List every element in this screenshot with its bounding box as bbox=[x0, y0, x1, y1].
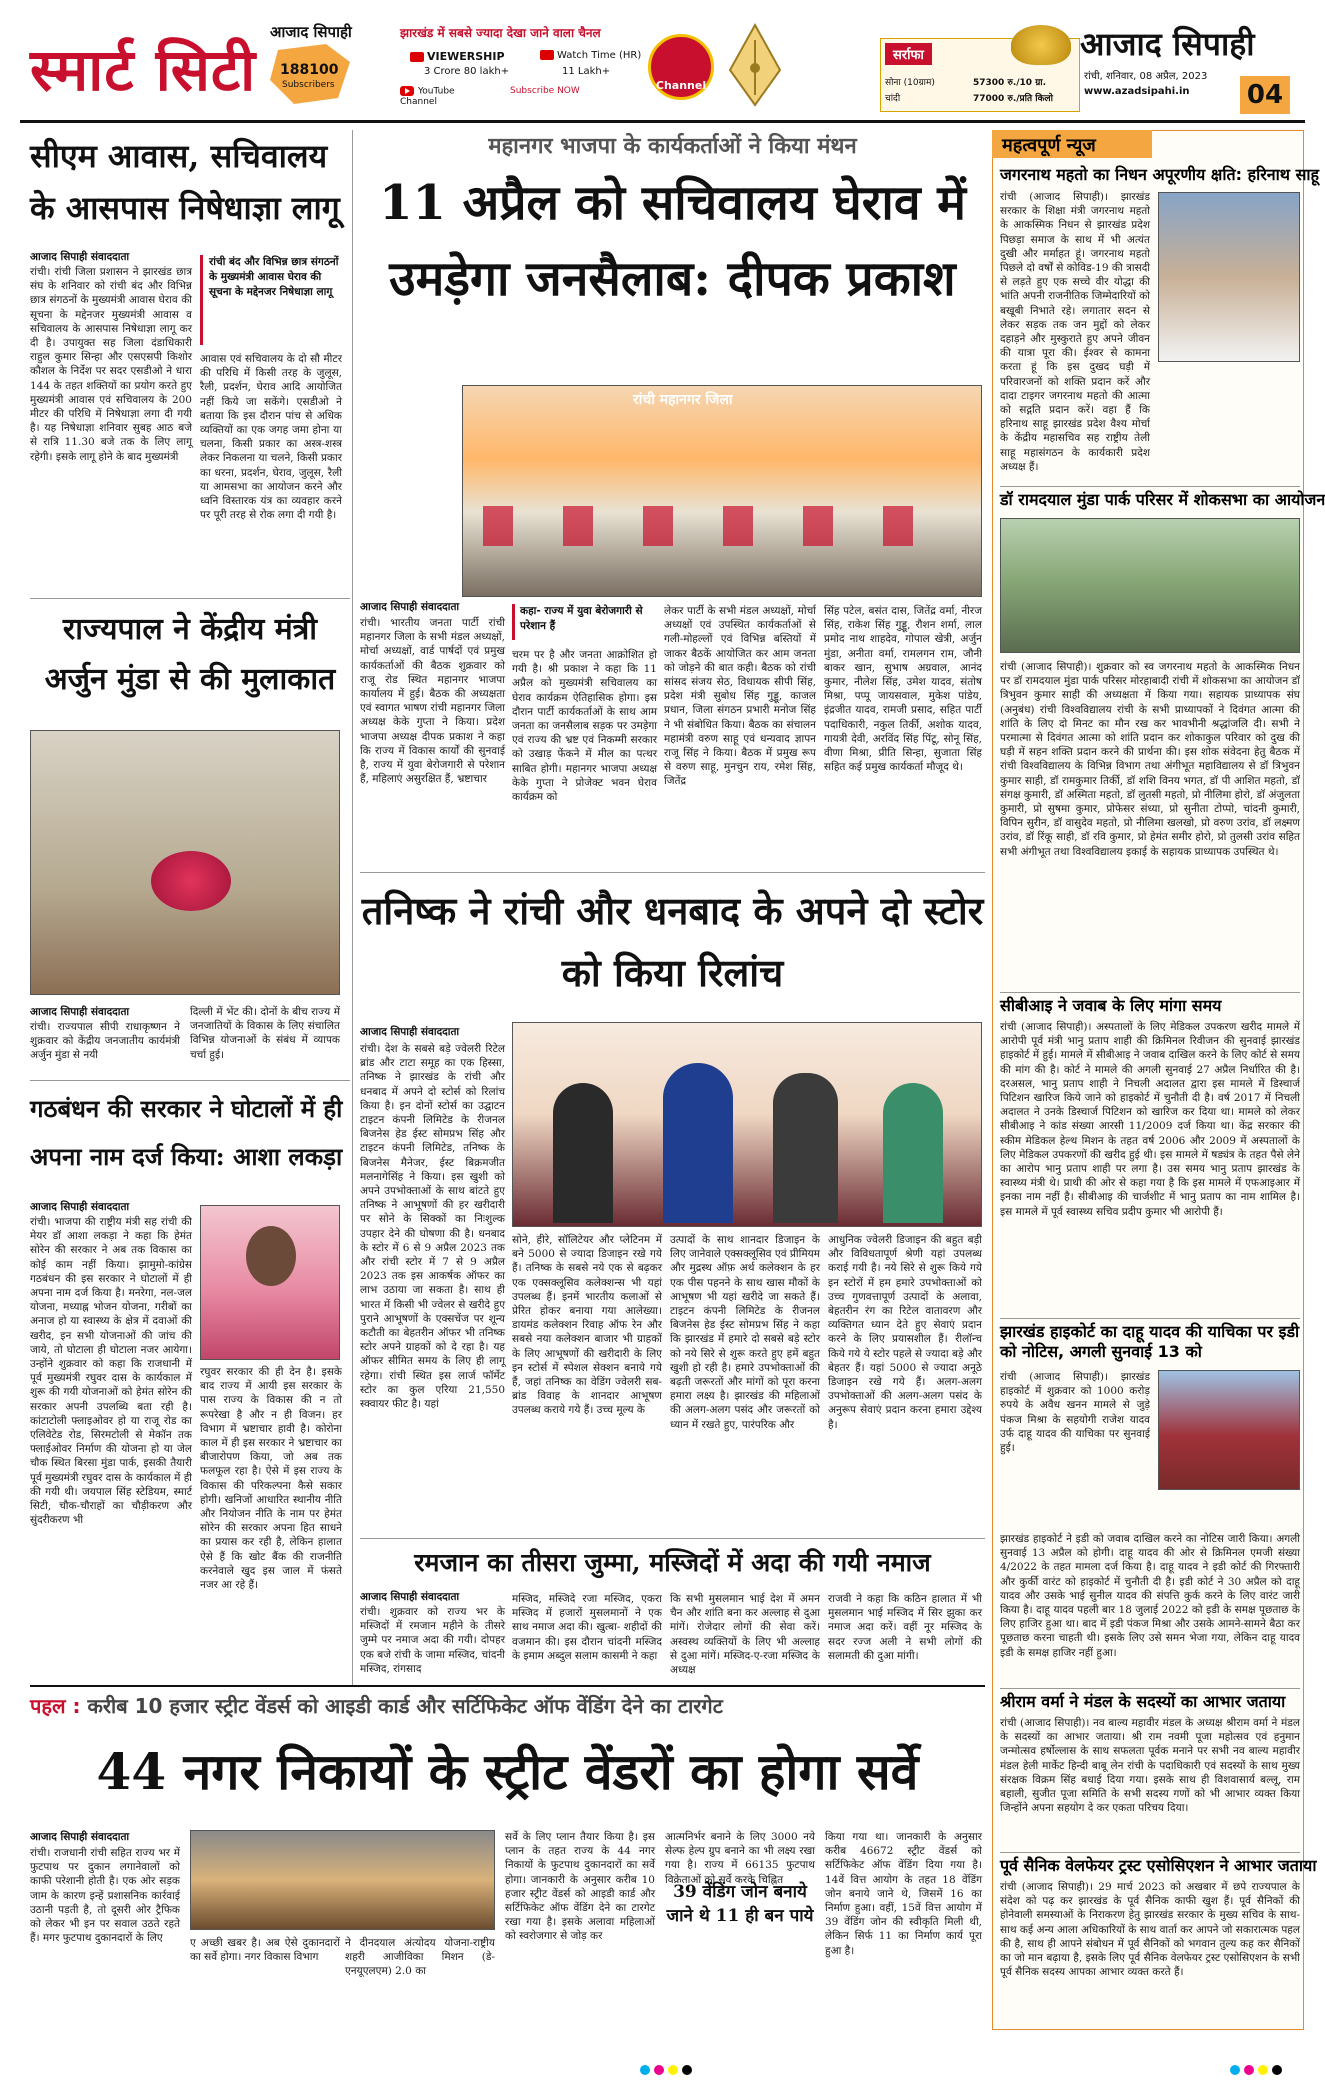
story-headline: सीएम आवास, सचिवालय के आसपास निषेधाज्ञा लागू bbox=[30, 137, 340, 227]
section-masthead: स्मार्ट सिटी bbox=[30, 36, 257, 104]
story-headline: तनिष्क ने रांची और धनबाद के अपने दो स्टोर को किया रिलांच bbox=[361, 888, 984, 995]
lead-headline: 11 अप्रैल को सचिवालय घेराव में उमड़ेगा जनसैलाब: दीपक प्रकाश bbox=[379, 175, 966, 307]
sidebar-item-text: रांची (आजाद सिपाही)। झारखंड सरकार के शिक्षा मंत्री जगरनाथ महतो के आकस्मिक निधन से झारखंड प्रदेश पिछड़ा समाज के साथ में भी अत्यंत दुखी और मर्माहत हूं। जगरनाथ महतो पिछले दो वर्षों से कोविड-19 की त्रासदी से लड़ते हुए एक सच्चे वीर योद्धा की भांति अपनी राजनीतिक जिम्मेदारियों को बखूबी निभाते रहे। लगातार सदन से लेकर सड़क तक जन मुद्दों को लेकर दहाड़ने और मुस्कुराते हुए अपने जीवन की यात्रा पूरा की। ईश्वर से कामना करता हूं कि इस दुखद घड़ी में परिवारजनों को शक्ति प्रदान करें और दादा टाइगर जगरनाथ महतो की आत्मा को सद्गति प्रदान करें। वहा हैं कि हरिनाथ साहू झारखंड प्रदेश वैश्य मोर्चा के केंद्रीय महासचिव सह राष्ट्रीय तेली साहू महासंगठन के कार्यकारी प्रदेश अध्यक्ष हैं। bbox=[1000, 191, 1150, 473]
story-body: दिल्ली में भेंट की। दोनों के बीच राज्य में जनजातियों के विकास के लिए संचालित विभिन्न योजनाओं के संबंध में व्यापक चर्चा हुई। bbox=[190, 1006, 340, 1061]
story-body: रांची। राज्यपाल सीपी राधाकृष्णन ने शुक्रवार को केंद्रीय जनजातीय कार्यमंत्री अर्जुन मुंडा से नयी bbox=[30, 1021, 180, 1062]
story-byline: आजाद सिपाही संवाददाता bbox=[360, 1591, 460, 1603]
story-byline: आजाद सिपाही संवाददाता bbox=[30, 1006, 130, 1018]
color-dot-icon bbox=[1230, 2065, 1240, 2075]
column-rule bbox=[352, 130, 353, 1685]
story-headline: गठबंधन की सरकार ने घोटालों में ही अपना नाम दर्ज किया: आशा लकड़ा bbox=[30, 1094, 343, 1171]
photo-caption: ने दीनदयाल अंत्योदय योजना-राष्ट्रीय शहरी आजीविका मिशन (डे-एनयूएलएम) 2.0 का bbox=[345, 1937, 495, 1978]
sidebar-item-text: रांची (आजाद सिपाही)। नव बाल्य महावीर मंडल के अध्यक्ष श्रीराम वर्मा ने मंडल के सदस्यों का आभार जताया। श्री राम नवमी पूजा महोत्सव एवं हनुमान जन्मोत्सव हर्षोल्लास के साथ सफलता पूर्वक मनाने पर सभी नव बाल्य महावीर मंडल हेली मार्केट हिन्दी बाबू लेन रांची के पदाधिकारी एवं सदस्यों के साथ मुख्य संरक्षक विक्रम सिंह बधाई दिया गया। इसके साथ ही विशवासार्य बल्लू, राम बहाली, सुजीत पूजा समिति के सभी सदस्य गणों को भी आभार व्यक्त किया जिन्होंने अपना सहयोग दे कर एकता परिचय दिया। bbox=[1000, 1717, 1300, 1815]
high-court-photo bbox=[1158, 1370, 1300, 1490]
bullet-icon bbox=[540, 50, 554, 60]
subscribe-label: Subscribe NOW bbox=[510, 86, 580, 96]
gold-row-label: सोना (10ग्राम) bbox=[885, 78, 935, 88]
story-body: रांची। देश के सबसे बड़े ज्वेलरी रिटेल ब्रांड और टाटा समूह का एक हिस्सा, तनिष्क ने झारखंड के रांची और धनबाद में अपने दो स्टोर्स को रिलांच किया है। इन दोनों स्टोर्स का उद्घाटन टाइटन कंपनी लिमिटेड के रीजनल बिजनेस हेड ईस्ट सोमप्रभ सिंह और टाइटन कंपनी लिमिटेड, तनिष्क के बिजनेस मैनेजर, ईस्ट बिक्रमजीत मलनागेसिंह ने किया। इस खुशी को अपने उपभोक्ताओं के साथ बांटते हुए तनिष्क ने आभूषणों की हर खरीदारी पर सोने के सिक्कों का निःशुल्क उपहार देने की घोषणा की है। धनबाद के स्टोर में 6 से 9 अप्रैल 2023 तक और रांची स्टोर में 7 से 9 अप्रैल 2023 तक इस आकर्षक ऑफर का लाभ उठाया जा सकता है। साथ ही भारत में किसी भी ज्वेलर से खरीदे हुए पुराने आभूषणों के एक्सचेंज पर शून्य कटौती का बेहतरीन ऑफर भी तनिष्क स्टोर अपने ग्राहकों को दे रहा है। यह ऑफर सीमित समय के लिए ही लागू रहेगा। रांची स्थित इस लार्ज फॉर्मेट स्टोर का कुल एरिया 21,550 स्क्वायर फीट है। यहां bbox=[360, 1043, 505, 1411]
divider bbox=[30, 1685, 985, 1687]
color-dot-icon bbox=[1244, 2065, 1254, 2075]
story-byline: आजाद सिपाही संवाददाता bbox=[360, 1026, 460, 1038]
page-number: 04 bbox=[1240, 76, 1290, 114]
kicker-prefix: पहल bbox=[30, 1694, 66, 1718]
sidebar-item-text: झारखंड हाइकोर्ट ने इडी को जवाब दाखिल करने का नोटिस जारी किया। अगली सुनवाई 13 अप्रैल को होगी। दाहू यादव की ओर से क्रिमिनल एमजी संख्या 4/2022 के तहत मामला दर्ज किया है। दाहू यादव ने इडी कोर्ट की गिरफ्तारी और कुर्की वारंट को हाइकोर्ट में चुनौती दी है। इडी कोर्ट ने 30 अप्रैल को दाहू यादव और उसके भाई सुनील यादव की संपत्ति कुर्क करने के लिए वारंट जारी किया है। दाहू यादव पहली बार 18 जुलाई 2022 को इडी के समक्ष पूछताछ के लिए हाजिर हुआ था। बाद में इडी पंकज मिश्रा और उसके आमने-सामने बैठा कर पूछताछ करना चाहती थी। इसके लिए उसे समन भेजा गया, लेकिन दाहू यादव इडी के समक्ष हाजिर नहीं हुआ। bbox=[1000, 1533, 1300, 1659]
sidebar-tag: महत्वपूर्ण न्यूज bbox=[992, 130, 1152, 158]
story-byline: आजाद सिपाही संवाददाता bbox=[30, 251, 130, 263]
person-figure bbox=[883, 1083, 943, 1223]
newspaper-logo bbox=[1080, 22, 1300, 122]
story-byline: आजाद सिपाही संवाददाता bbox=[30, 1831, 130, 1843]
divider bbox=[1000, 486, 1300, 487]
bullet-icon bbox=[410, 52, 424, 62]
divider bbox=[1000, 1852, 1300, 1853]
brand-name: आजाद सिपाही bbox=[270, 23, 352, 41]
story-headline: 44 नगर निकायों के स्ट्रीट वेंडरों का होगा सर्वे bbox=[96, 1742, 919, 1801]
portrait-head bbox=[246, 1226, 296, 1286]
bullion-title: सर्राफा bbox=[885, 43, 932, 65]
story-headline: रमजान का तीसरा जुम्मा, मस्जिदों में अदा की गयी नमाज bbox=[414, 1548, 931, 1577]
story-body: रघुवर सरकार की ही देन है। इसके बाद राज्य में आयी इस सरकार के पास राज्य के विकास की न तो रूपरेखा है और न ही विजन। हर विभाग में भ्रष्टाचार हावी है। कोरोना काल में ही इस सरकार ने भ्रष्टाचार का बीजारोपण किया, जो अब तक फलफूल रहा है। ऐसे में इस राज्य के विकास की परिकल्पना कैसे सकार होगी। खनिजाें आधारित स्थानीय नीति और नियोजन नीति के नाम पर हेमंत सोरेन की सरकार अपना हित साधने का प्रयास कर रही है, लेकिन हालात ऐसे हैं कि खोट बैंक की राजनीति करनेवाले खुद इस जाल में फंसते नजर आ रहे हैं। bbox=[200, 1366, 342, 1592]
divider bbox=[1000, 992, 1300, 993]
story-body: रांची। भारतीय जनता पार्टी रांची महानगर जिला के सभी मंडल अध्यक्षों, मोर्चा अध्यक्षों, वार्ड पार्षदों एवं प्रमुख कार्यकर्ताओं की बैठक शुक्रवार को राजू रोड स्थित महानगर भाजपा कार्यालय में हुई। बैठक की अध्यक्षता एवं स्वागत भाषण रांची महानगर जिला अध्यक्ष केके गुप्ता ने किया। प्रदेश भाजपा अध्यक्ष दीपक प्रकाश ने कहा कि राज्य में विकास कार्यों की सुनवाई है, राज्य में युवा बेरोजगारी से परेशान हैं, महिलाएं असुरक्षित हैं, भ्रष्टाचार bbox=[360, 617, 505, 786]
divider bbox=[30, 1080, 350, 1081]
gold-row-value: 57300 रु./10 ग्रा. bbox=[973, 78, 1047, 88]
pen-nib-icon bbox=[720, 20, 790, 110]
story-body: रांची। शुक्रवार को राज्य भर के मस्जिदों में रमजान महीने के तीसरे जुम्मे पर नमाज अदा की गयी। दोपहर एक बजे रांची के जामा मस्जिद, चांदनी मस्जिद, रांगसाद bbox=[360, 1606, 505, 1675]
street-vendor-photo bbox=[190, 1830, 495, 1930]
sidebar-item-text: रांची (आजाद सिपाही)। 29 मार्च 2023 को अखबार में छपे राज्यपाल के संदेश को पढ़ कर झारखंड के पूर्व सैनिक काफी खुश हैं। पूर्व सैनिकों की होनेवाली समस्याओं के निराकरण हेतु झारखंड सरकार के मुख्य सचिव के साथ-साथ कई अन्य आला अधिकारियों के साथ वार्ता कर आपने जो सकारात्मक पहल की है, साथ ही आपने संबोधन में पूर्व सैनिकों को भगवान तुल्य कह कर सैनिकों का जो मान बढ़ाया है, इसके लिए पूर्व सैनिक वेलफेयर ट्रस्ट एसोसिएशन के सभी पूर्व सैनिक सदस्य आपका आभार व्यक्त करते हैं। bbox=[1000, 1881, 1300, 1979]
bullion-rates-box bbox=[880, 38, 1080, 112]
brand-badge bbox=[270, 22, 400, 108]
viewership-value: 3 Crore 80 lakh+ bbox=[424, 66, 510, 77]
tanishq-launch-photo bbox=[512, 1022, 982, 1227]
story-kicker: महानगर भाजपा के कार्यकर्ताओं ने किया मंथन bbox=[488, 134, 857, 159]
watch-time-label: Watch Time (HR) bbox=[557, 50, 642, 61]
subscribers-label: Subscribers bbox=[282, 80, 335, 90]
story-body: लेकर पार्टी के सभी मंडल अध्यक्षों, मोर्चा अध्यक्षों एवं उपस्थित कार्यकर्ताओं से गली-मोहल्लों एवं विभिन्न बस्तियों में जाकर बैठकें आयोजित कर आम जनता को जोड़ने की बात कही। बैठक को रांची सांसद संजय सेठ, विधायक सीपी सिंह, प्रदेश मंत्री सुबोध सिंह गुड्डू, काजल प्रधान, जिला संगठन प्रभारी मनोज सिंह ने भी संबोधित किया। बैठक का संचालन महामंत्री वरुण साहू एवं धन्यवाद ज्ञापन राजू सिंह ने किया। बैठक में प्रमुख रूप से वरुण साहू, मुनचुन राय, रमेश सिंह, जितेंद्र bbox=[664, 605, 816, 788]
story-body: रांची। रांची जिला प्रशासन ने झारखंड छात्र संघ के शनिवार को रांची बंद और विभिन्न छात्र संगठनों के मुख्यमंत्री आवास घेराव की सूचना के मद्देनजर मुख्यमंत्री आवास व सचिवालय के आसपास निषेधाज्ञा लागू कर दी है। उपायुक्त सह जिला दंडाधिकारी राहुल कुमार सिन्हा और एसएसपी किशोर कौशल के निर्देश पर सदर एसडीओ ने धारा 144 के तहत शक्तियों का प्रयोग करते हुए मुख्यमंत्री आवास एवं सचिवालय के 200 मीटर की परिधि में निषेधाज्ञा लगा दी गयी है। यह निषेधाज्ञा शनिवार सुबह आठ बजे से रात्रि 11.30 बजे तक के लिए लागू रहेगी। इसके लागू होने के बाद मुख्यमंत्री bbox=[30, 266, 192, 463]
story-body: मस्जिद, मस्जिदे रजा मस्जिद, एकरा मस्जिद में हजारों मुसलमानों ने एक साथ नमाज अदा की। खुत्बा- शहीदों की वजमान की। इस दौरान चांदनी मस्जिद के इमाम अब्दुल सलाम कासमी ने कहा bbox=[512, 1593, 662, 1662]
watch-time-value: 11 Lakh+ bbox=[562, 66, 611, 77]
sidebar-item-title: सीबीआइ ने जवाब के लिए मांगा समय bbox=[1000, 996, 1222, 1015]
group-stripes bbox=[483, 506, 963, 546]
divider bbox=[360, 1538, 985, 1539]
harinath-sahu-photo bbox=[1158, 192, 1300, 362]
story-body: रांची। भाजपा की राष्ट्रीय मंत्री सह रांची की मेयर डॉ आशा लकड़ा ने कहा कि हेमंत सोरेन की सरकार ने अब तक विकास का कोई काम नहीं किया। झामुमो-कांग्रेस गठबंधन की इस सरकार ने घोटालों में ही अपना नाम दर्ज किया है। मनरेगा, नल-जल योजना, मध्याह्न भोजन योजना, गरीबों का अनाज हो या स्वास्थ्य के क्षेत्र में दवाओं की खरीद, इन सभी योजनाओं की जांच की जाये, तो घोटाला ही घोटाला नजर आयेगा। उन्होंने शुक्रवार को कहा कि राजधानी में पूर्व मुख्यमंत्री रघुवर दास के कार्यकाल में शुरू की गयी योजनाओं को हेमंत सोरेन की सरकार अपनी उपलब्धि बता रही है। कांटाटोली फ्लाइओवर हो या राजू रोड का एलिवेटेड रोड, सिरमटोली से मेकॉन तक फ्लाईओवर निर्माण की योजना हो या जेल चौक स्थित बिरसा मुंडा पार्क, इसकी तैयारी पूर्व मुख्यमंत्री रघुवर दास के कार्यकाल में ही की गयी थी। जयपाल सिंह स्टेडियम, स्मार्ट सिटी, चौक-चौराहों का चौड़ीकरण और सुंदरीकरण भी bbox=[30, 1216, 192, 1527]
story-body: सिंह पटेल, बसंत दास, जितेंद्र वर्मा, नीरज सिंह, राकेश सिंह गुड्डू, रौशन शर्मा, लाल प्रमोद नाथ शाहदेव, गोपाल खेत्री, अर्जुन मुंडा, अनीता वर्मा, रामलगन राम, जौनी बाकर खान, सुभाष अग्रवाल, आनंद कुमार, नीलेश सिंह, उमेश यादव, संतोष मिश्रा, पप्पू जायसवाल, मुकेश पांडेय, इंद्रजीत यादव, रामजी प्रसाद, सहित पार्टी पदाधिकारी, नकुल तिर्की, अशोक यादव, गायत्री देवी, अरविंद सिंह पिंटू, सोनू सिंह, वीणा मिश्रा, प्रीति सिन्हा, सुजाता सिंह सहित कई प्रमुख कार्यकर्ता मौजूद थे। bbox=[824, 605, 982, 774]
story-body: आवास एवं सचिवालय के दो सौ मीटर की परिधि में किसी तरह के जुलूस, रैली, प्रदर्शन, घेराव आदि आयोजित नहीं किये जा सकेंगे। एसडीओ ने बताया कि इस दौरान पांच से अधिक व्यक्तियों का एक जगह जमा होना या चलना, किसी प्रकार का अस्त्र-शस्त्र लेकर निकलना या चलने, किसी प्रकार का धरना, प्रदर्शन, घेराव, जुलूस, रैली या आमसभा का आयोजन करने और ध्वनि विस्तारक यंत्र का व्यवहार करने पर पूरी तरह से रोक लगा दी गयी है। bbox=[200, 353, 342, 522]
story-headline: राज्यपाल ने केंद्रीय मंत्री अर्जुन मुंडा से की मुलाकात bbox=[44, 612, 336, 697]
tv-headline: झारखंड में सबसे ज्यादा देखा जाने वाला चैनल bbox=[400, 26, 601, 40]
story-body: सर्वे के लिए प्लान तैयार किया है। इस प्लान के तहत राज्य के 44 नगर निकायों के फुटपाथ दुकानदारों का सर्वे होगा। जानकारी के अनुसार करीब 10 हजार स्ट्रीट वेंडर्स को आइडी कार्ड और सर्टिफिकेट ऑफ वेंडिंग देने का टारगेट रखा गया है। इसके अलावा महिलाओं को स्वरोजगार से जोड़ कर bbox=[505, 1831, 655, 1943]
color-dot-icon bbox=[668, 2065, 678, 2075]
youtube-label: YouTube Channel bbox=[400, 86, 455, 107]
story-body: चरम पर है और जनता आक्रोशित हो गयी है। श्री प्रकाश ने कहा कि 11 अप्रैल को मुख्यमंत्री सचिवालय का घेराव कार्यक्रम ऐतिहासिक होगा। इस दौरान पार्टी कार्यकर्ताओं के साथ आम जनता का जनसैलाब सड़क पर उमड़ेगा एवं राज्य की भ्रष्ट एवं निकम्मी सरकार को उखाड़ फेंकने में मील का पत्थर साबित होगी। महानगर भाजपा अध्यक्ष केके गुप्ता ने प्रोजेक्ट भवन घेराव कार्यक्रम को bbox=[512, 649, 657, 804]
sidebar-item-title: डॉ रामदयाल मुंडा पार्क परिसर में शोकसभा का आयोजन bbox=[1000, 490, 1325, 509]
bjp-meeting-photo bbox=[462, 385, 982, 597]
registration-marks bbox=[1230, 2060, 1286, 2079]
color-dot-icon bbox=[1258, 2065, 1268, 2075]
photo-caption: ए अच्छी खबर है। अब ऐसे दुकानदारों का सर्वे होगा। नगर विकास विभाग bbox=[190, 1937, 340, 1964]
condolence-meeting-photo bbox=[1000, 518, 1300, 653]
subscribers-count: 188100 bbox=[280, 62, 339, 78]
color-dot-icon bbox=[682, 2065, 692, 2075]
silver-row-value: 77000 रु./प्रति किलो bbox=[973, 94, 1053, 104]
silver-row-label: चांदी bbox=[885, 94, 901, 104]
tv-stats-panel bbox=[400, 24, 720, 116]
sidebar-item-title: जगरनाथ महतो का निधन अपूरणीय क्षति: हरिनाथ साहू bbox=[1000, 165, 1320, 184]
story-byline: आजाद सिपाही संवाददाता bbox=[360, 601, 460, 613]
sidebar-item-title: पूर्व सैनिक वेलफेयर ट्रस्ट एसोसिएशन ने आभार जताया bbox=[1000, 1856, 1317, 1875]
color-dot-icon bbox=[654, 2065, 664, 2075]
bouquet-image bbox=[151, 851, 231, 911]
gold-pot-icon bbox=[1011, 25, 1071, 65]
dateline: रांची, शनिवार, 08 अप्रैल, 2023 bbox=[1084, 71, 1208, 82]
color-dot-icon bbox=[1272, 2065, 1282, 2075]
youtube-icon bbox=[400, 86, 414, 96]
story-body: आत्मनिर्भर बनाने के लिए 3000 नये सेल्फ हेल्प ग्रुप बनाने का भी लक्ष्य रखा गया है। राज्य में 66135 फुटपाथ विक्रेताओं को सर्वे करके चिह्नित bbox=[665, 1831, 815, 1886]
pull-quote: कहा- राज्य में युवा बेरोजगारी से परेशान हैं bbox=[512, 604, 652, 640]
story-body: सोने, हीरे, सॉलिटेयर और प्लेटिनम में बने 5000 से ज्यादा डिजाइन रखे गये हैं। तनिष्क के सबसे नये एक से बढ़कर एक एक्सक्लूसिव कलेक्शन्स भी यहां उपलब्ध हैं। इनमें भारतीय कलाओं से प्रेरित होकर बनाया गया आलेख्या। डायमंड कलेक्शन रिवाह ऑफ रेन और सबसे नया कलेक्शन बाजार भी ग्राहकों के लिए आभूषणों की खरीदारी के लिए इन स्टोर्स में स्पेशल सेक्शन बनाये गये हैं, जहां तनिष्क का वेडिंग ज्वेलरी सब-ब्रांड विवाह के शानदार आभूषण उपलब्ध कराये गये हैं। उच्च मूल्य के bbox=[512, 1234, 662, 1417]
sidebar-item-text: रांची (आजाद सिपाही)। शुक्रवार को स्व जगरनाथ महतो के आकस्मिक निधन पर डॉ रामदयाल मुंडा पार्क परिसर मोरहाबादी रांची में शोकसभा का आयोजन डॉ त्रिभुवन कुमार साही की अध्यक्षता में किया गया। सहायक प्राध्यापक संघ (अनुबंध) रांची विश्वविद्यालय रांची के सभी प्राध्यापकों ने दिवंगत आत्मा की शांति के लिए दो मिनट का मौन रख कर भावभीनी श्रद्धांजलि दी। सभी ने परमात्मा से दिवंगत आत्मा को शांति प्रदान कर शोकाकुल परिवार को दुख की घड़ी में सहन शक्ति प्रदान करने की प्रार्थना की। इस शोक संवेदना हेतु बैठक में रांची विश्वविद्यालय के विभिन्न विभाग तथा अंगीभूत महाविद्यालय से डॉ त्रिभुवन कुमार साही, डॉ रामकुमार तिर्की, डॉ शशि विनय भगत, डॉ पी आशित महतो, डॉ संगक्ष कुमारी, डॉ अस्मिता महतो, डॉ लुतसी महतो, प्रो नीलिमा होरो, डॉ अंजुलता कुमारी, प्रो सुषमा कुमार, प्रोफेसर संध्या, प्रो सुनीता टोप्पो, चांदनी कुमारी, विपिन सुरीन, डॉ वासुदेव महतो, प्रो नीलिमा खलखो, प्रो वरुण उरांव, डॉ लक्ष्मण उरांव, डॉ रिंकू साही, डॉ रवि कुमार, प्रो हेमंत समीर होरो, प्रो तुलसी उरांव सहित सभी अंगीभूत तथा विश्वविद्यालय इकाई के सहायक प्राध्यापक उपस्थित थे। bbox=[1000, 661, 1300, 858]
story-kicker: पहल : करीब 10 हजार स्ट्रीट वेंडर्स को आइडी कार्ड और सर्टिफिकेट ऑफ वेंडिंग देने का टारगेट bbox=[30, 1694, 723, 1718]
story-body: कि सभी मुसलमान भाई देश में अमन चैन और शांति बना कर अल्लाह से दुआ मांगें। रोजेदार लोगों की सेवा करें। अस्वस्थ व्यक्तियों के लिए भी अल्लाह से दुआ मांगें। मस्जिद-ए-रजा मस्जिद के अध्यक्ष bbox=[670, 1593, 820, 1677]
person-figure bbox=[773, 1073, 838, 1223]
divider bbox=[30, 598, 350, 599]
person-figure bbox=[553, 1083, 613, 1223]
viewership-label: VIEWERSHIP bbox=[427, 50, 505, 63]
person-figure bbox=[663, 1063, 733, 1223]
story-body: किया गया था। जानकारी के अनुसार करीब 46672 स्ट्रीट वेंडर्स को सर्टिफिकेट ऑफ वेंडिंग दिया गया है। 14वें वित्त आयोग के तहत 18 वेंडिंग जोन बनाये जाने थे, जिसमें 16 का निर्माण हुआ। वहीं, 15वें वित्त आयोग में 39 वेंडिंग जोन की स्वीकृति मिली थी, लेकिन सिर्फ 11 का निर्माण कार्य पूरा हुआ है। bbox=[825, 1831, 982, 1957]
story-body: उत्पादों के साथ शानदार डिजाइन के लिए जानेवाले एक्सक्लूसिव एवं प्रीमियम और मुद्रस्थ ऑफ़ अर्थ कलेक्शन के हर एक पीस पहनने के साथ खास मौकों के आभूषण भी यहां खरीदे जा सकते हैं। टाइटन कंपनी लिमिटेड के रीजनल बिजनेस हेड ईस्ट सोमप्रभ सिंह ने कहा कि झारखंड में हमारे दो सबसे बड़े स्टोर को नये सिरे से शुरू करते हुए हमें बहुत खुशी हो रही है। हमारे उपभोक्ताओं की बढ़ती जरूरतों और मांगों को पूरा करना हमारा लक्ष्य है। झारखंड की महिलाओं की अलग-अलग पसंद और जरूरतों को ध्यान में रखते हुए, पारंपरिक और bbox=[670, 1234, 820, 1431]
divider bbox=[1000, 1688, 1300, 1689]
divider bbox=[360, 872, 985, 873]
sidebar-item-text: रांची (आजाद सिपाही)। अस्पतालों के लिए मेडिकल उपकरण खरीद मामले में आरोपी पूर्व मंत्री भानु प्रताप शाही की क्रिमिनल रिवीजन की सुनवाई झारखंड हाइकोर्ट में हुई। मामले में सीबीआइ ने जवाब दाखिल करने के लिए कोर्ट से समय की मांग की है। कोर्ट ने मामले की अगली सुनवाई 27 अप्रैल निर्धारित की है। दरअसल, भानु प्रताप शाही ने निचली अदालत द्वारा इस मामले में डिस्चार्ज पिटिशन खारिज किये जाने को हाइकोर्ट में चुनौती दी है। वर्ष 2017 में निचली अदालत ने उनके डिस्चार्ज पिटिशन को खारिज कर दिया था। मामले को लेकर सीबीआइ ने कांड संख्या आरसी 11/2009 दर्ज किया था। केंद्र सरकार की स्कीम मेडिकल हेल्थ मिशन के तहत वर्ष 2006 और 2009 में अस्पतालों के लिए मेडिकल उपकरणों की खरीद हुई थी। इस मामले में षड्यंत्र के तहत पैसे लेने का आरोप भानु प्रताप शाही पर लगा है। उस समय भानु प्रताप झारखंड के स्वास्थ्य मंत्री थे। प्राथी की ओर से कहा गया है कि इस मामले में एफआइआर में इनका नाम नहीं है। सीबीआइ की चार्जशीट में भानु प्रताप का नाम शामिल है। इस मामले में पूर्व स्वास्थ्य सचिव प्रदीप कुमार भी आरोपी हैं। bbox=[1000, 1021, 1300, 1218]
color-dot-icon bbox=[640, 2065, 650, 2075]
kicker-text: करीब 10 हजार स्ट्रीट वेंडर्स को आइडी कार्ड और सर्टिफिकेट ऑफ वेंडिंग देने का टारगेट bbox=[87, 1694, 723, 1718]
sidebar-item-text: रांची (आजाद सिपाही)। झारखंड हाइकोर्ट में शुक्रवार को 1000 करोड़ रुपये के अवैध खनन मामले से जुड़े पंकज मिश्रा के सहयोगी राजेश यादव उर्फ दाहू यादव की याचिका पर सुनवाई हुई। bbox=[1000, 1371, 1150, 1455]
sidebar-item-title: झारखंड हाइकोर्ट का दाहू यादव की याचिका पर इडी को नोटिस, अगली सुनवाई 13 को bbox=[1000, 1322, 1300, 1361]
story-body: रांची। राजधानी रांची सहित राज्य भर में फुटपाथ पर दुकान लगानेवालों को काफी परेशानी होती है। एक ओर सड़क जाम के कारण इन्हें प्रशासनिक कार्रवाई उठानी पड़ती है, तो दूसरी ओर ट्रैफिक को लेकर भी इन पर सवाल उठते रहते हैं। मगर फुटपाथ दुकानदारों के लिए bbox=[30, 1847, 180, 1945]
website: www.azadsipahi.in bbox=[1084, 86, 1190, 97]
header-divider bbox=[20, 120, 1305, 123]
sidebar-item-title: श्रीराम वर्मा ने मंडल के सदस्यों का आभार जताया bbox=[1000, 1692, 1286, 1711]
story-body: आधुनिक ज्वेलरी डिजाइन की बहुत बड़ी और विविधतापूर्ण श्रेणी यहां उपलब्ध कराई गयी है। नये सिरे से शुरू किये गये इन स्टोरों में हम हमारे उपभोक्ताओं को उच्च गुणवत्तापूर्ण उत्पादों के अलावा, बेहतरीन रंग का रिटेल वातावरण और व्यक्तिगत ध्यान देते हुए सेवाएं प्रदान करने के लिए प्रयासशील हैं। रीलॉन्च किये गये ये स्टोर पहले से ज्यादा बड़े और बेहतर हैं। यहां 5000 से ज्यादा अनूठे डिजाइन रखे गये हैं। अलग-अलग उपभोक्ताओं की अलग-अलग पसंद के अनुरूप सेवाएं प्रदान करना हमारा उद्देश्य है। bbox=[828, 1234, 982, 1431]
story-body: राजवी ने कहा कि कठिन हालात में भी मुसलमान भाई मस्जिद में सिर झुका कर नमाज अदा करें। वहीं नूर मस्जिद के सदर रज्ज अली ने सभी लोगों की सलामती की दुआ मांगी। bbox=[828, 1593, 982, 1662]
registration-marks bbox=[640, 2060, 696, 2079]
paper-name: आजाद सिपाही bbox=[1080, 25, 1255, 63]
governor-meeting-photo bbox=[30, 730, 340, 995]
photo-banner-text: रांची महानगर जिला bbox=[633, 392, 733, 408]
pull-quote: रांची बंद और विभिन्न छात्र संगठनों के मुख्यमंत्री आवास घेराव की सूचना के मद्देनजर निषेधाज्ञा लागू bbox=[200, 255, 340, 345]
channel-badge: Channel bbox=[648, 34, 714, 100]
callout-box: 39 वेंडिंग जोन बनाये जाने थे 11 ही बन पाये bbox=[666, 1882, 814, 1926]
divider bbox=[1000, 1318, 1300, 1319]
story-byline: आजाद सिपाही संवाददाता bbox=[30, 1201, 130, 1213]
asha-lakra-photo bbox=[200, 1205, 340, 1360]
